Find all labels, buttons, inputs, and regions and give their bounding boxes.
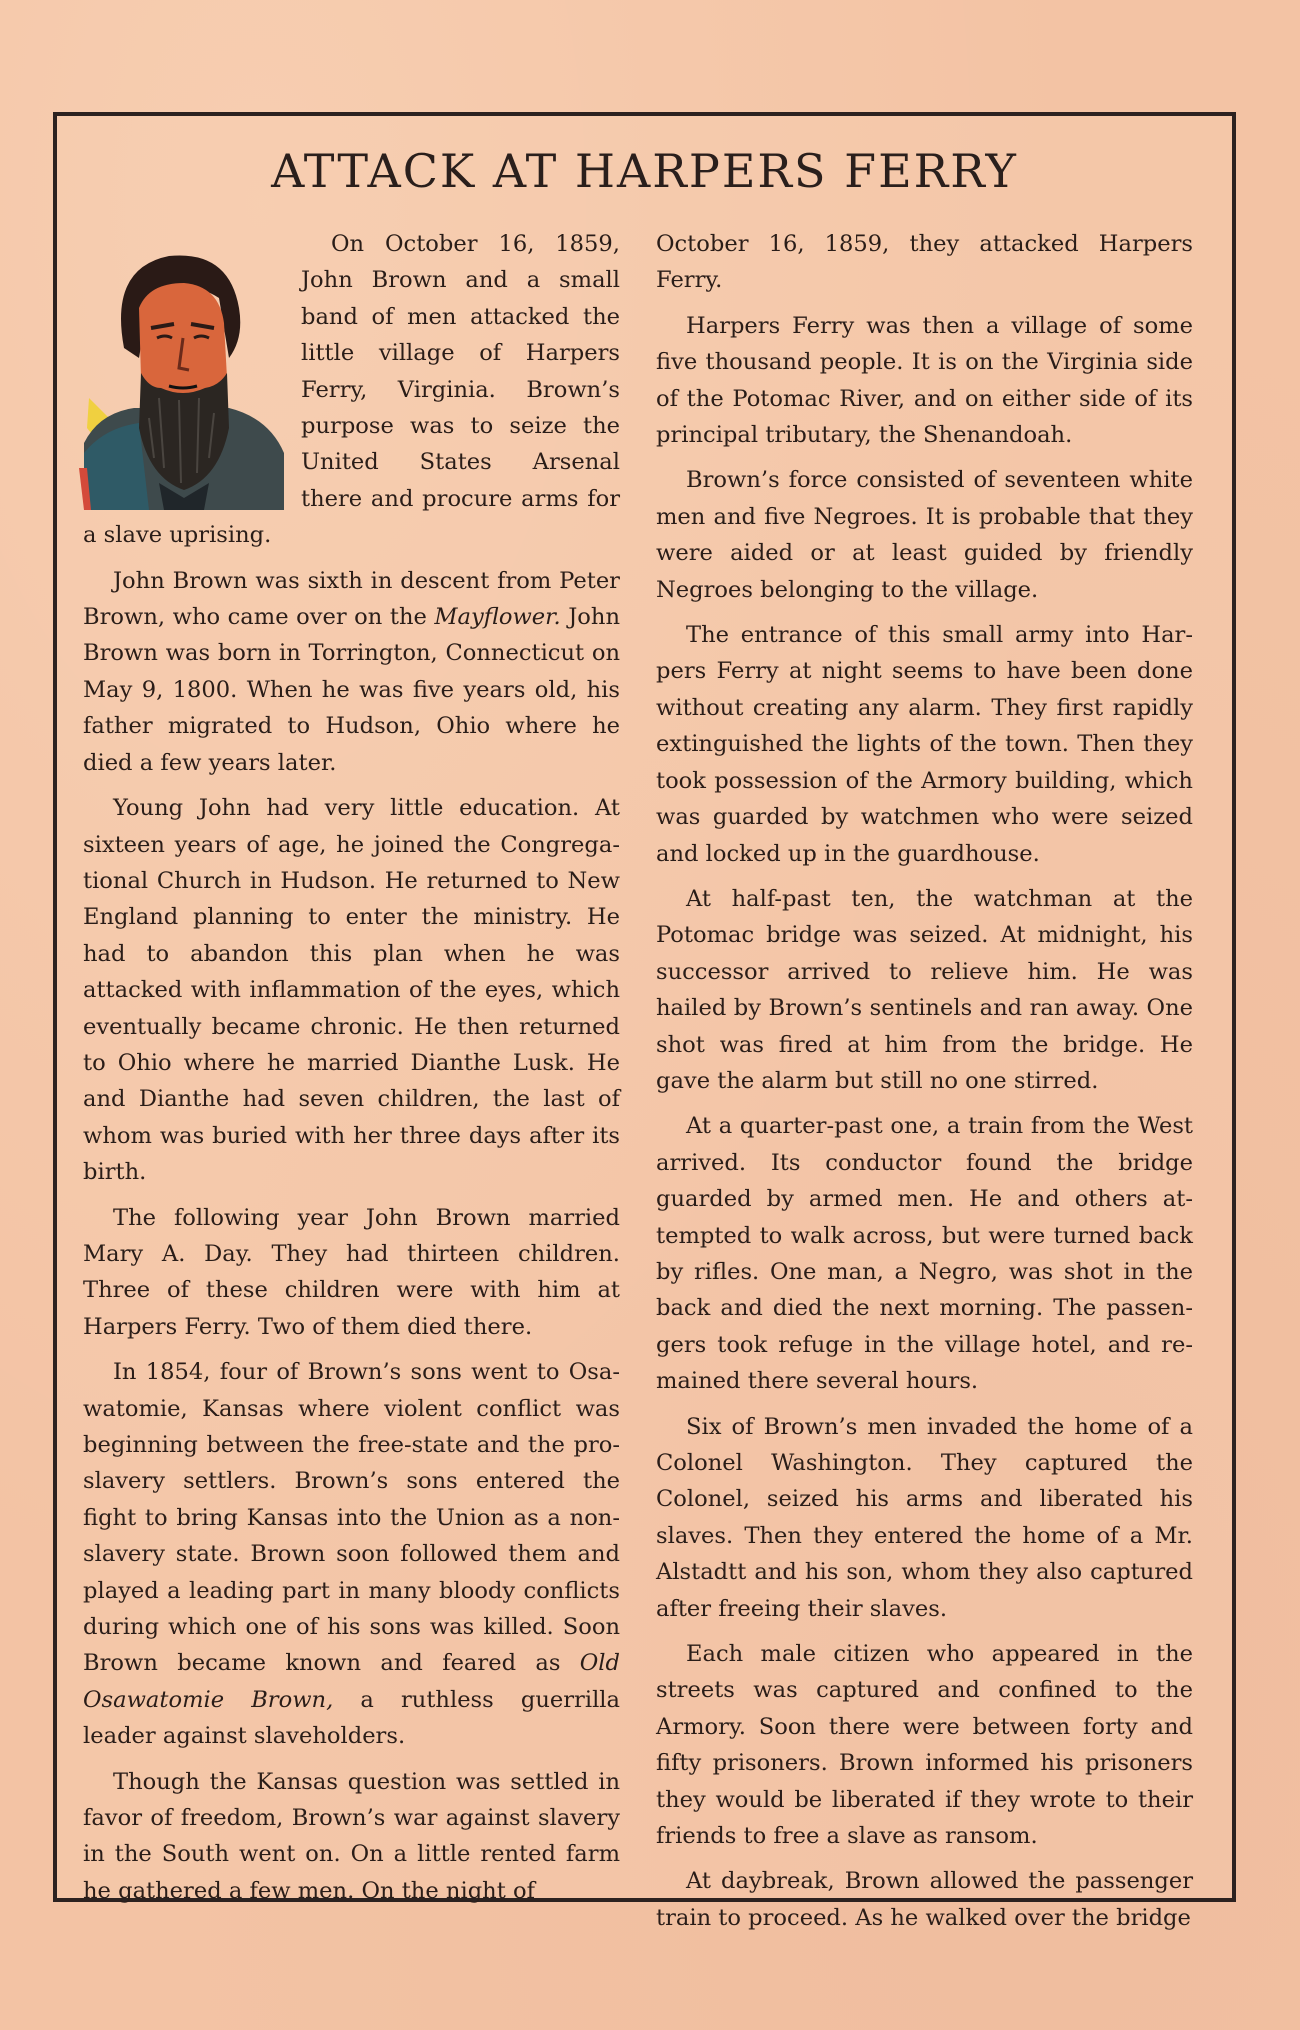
- paragraph-left-5: [83, 1354, 620, 1754]
- paragraph-right-3: Brown’s force consisted of seventeen white men and five Negroes. It is probable that they were aided or at least guided by friendly Negroes belonging to the village.: [656, 467, 1193, 603]
- portrait-illustration: [79, 228, 287, 510]
- paragraph-right-5: At half-past ten, the watchman at the Potomac bridge was seized. At midnight, his successor arrived to relieve him. He was hailed by Brown’s sentinels and ran away. One shot was fired at him from the bridge. He gave the alarm but still no one stirred.: [656, 885, 1193, 1094]
- paragraph-right-7: Six of Brown’s men invaded the home of a Colonel Washington. They captured the Colonel, seized his arms and liberated his slaves. Then they entered the home of a Mr. Alstadtt and his son, whom they also captured after freeing their slaves.: [656, 1413, 1193, 1622]
- paragraph-right-1: October 16, 1859, they attacked Harpers Ferry.: [656, 231, 1193, 294]
- paragraph-left-2-part-a: John Brown was sixth in descent from Peter Brown, who came over on the: [83, 567, 620, 631]
- paragraph-right-4: The entrance of this small army into Harpers Ferry at night seems to have been done without creating any alarm. They first rapidly extinguished the lights of the town. Then they took possession of the Armory building, which was guarded by watchmen who were seized and locked up in the guardhouse.: [656, 622, 1193, 867]
- paragraph-right-9: At daybreak, Brown allowed the passenger train to proceed. As he walked over the bridge: [656, 1868, 1193, 1931]
- paragraph-left-2-part-b: John Brown was born in Torrington, Connecticut on May 9, 1800. When he was five years old, his father migrated to Hudson, Ohio where he died a few years later.: [83, 604, 620, 776]
- paragraph-left-6: Though the Kansas question was settled in favor of freedom, Brown’s war against slavery in the South went on. On a little rented farm he gathered a few men. On the night of: [83, 1768, 620, 1904]
- paragraph-left-4: The following year John Brown married Mary A. Day. They had thirteen children. Three of these children were with him at Harpers Ferry. Two of them died there.: [83, 1204, 620, 1340]
- right-column: [656, 226, 1193, 1945]
- paragraph-left-5-part-a: In 1854, four of Brown’s sons went to Osawatomie, Kansas where violent conflict was beginning between the free-state and the pro-slavery settlers. Brown’s sons entered the fight to bring Kansas into the Union as a non-slavery state. Brown soon followed them and played a leading part in many bloody conflicts during which one of his sons was killed. Soon Brown became known and feared as: [83, 1359, 620, 1677]
- paragraph-left-2: [83, 563, 620, 781]
- paragraph-left-5-part-b: a ruthless guerrilla leader against slaveholders.: [83, 1686, 620, 1750]
- mayflower-italic: Mayflower.: [434, 604, 561, 631]
- left-column: [83, 226, 620, 1918]
- paragraph-right-8: Each male citizen who appeared in the streets was captured and confined to the Armory. Soon there were between forty and fifty prisoners. Brown informed his prisoners they would be liberated if they wrote to their friends to free a slave as ransom.: [656, 1641, 1193, 1850]
- paragraph-right-2: Harpers Ferry was then a village of some five thousand people. It is on the Virginia side of the Potomac River, and on either side of its principal tributary, the Shenandoah.: [656, 312, 1193, 449]
- paragraph-left-3: Young John had very little education. At sixteen years of age, he joined the Congregational Church in Hudson. He returned to New England planning to enter the ministry. He had to abandon this plan when he was attacked with inflammation of the eyes, which eventually became chronic. He then returned to Ohio where he married Dianthe Lusk. He and Dianthe had seven children, the last of whom was buried with her three days after its birth.: [83, 795, 620, 1186]
- osawatomie-italic: Old Osawatomie Brown,: [83, 1650, 620, 1713]
- john-brown-portrait: [79, 228, 287, 510]
- article-frame: [53, 112, 1236, 1931]
- article-title: ATTACK AT HARPERS FERRY: [271, 144, 1018, 198]
- paragraph-left-1: On October 16, 1859, John Brown and a small band of men attacked the little village of Harpers Ferry, Virginia. Brown’s purpose was to seize the United States Arsenal there and procure arms for a slave uprising.: [83, 231, 620, 549]
- paragraph-right-6: At a quarter-past one, a train from the West arrived. Its conductor found the bridge guarded by armed men. He and others attempted to walk across, but were turned back by rifles. One man, a Negro, was shot in the back and died the next morning. The passengers took refuge in the village hotel, and remained there several hours.: [656, 1113, 1193, 1395]
